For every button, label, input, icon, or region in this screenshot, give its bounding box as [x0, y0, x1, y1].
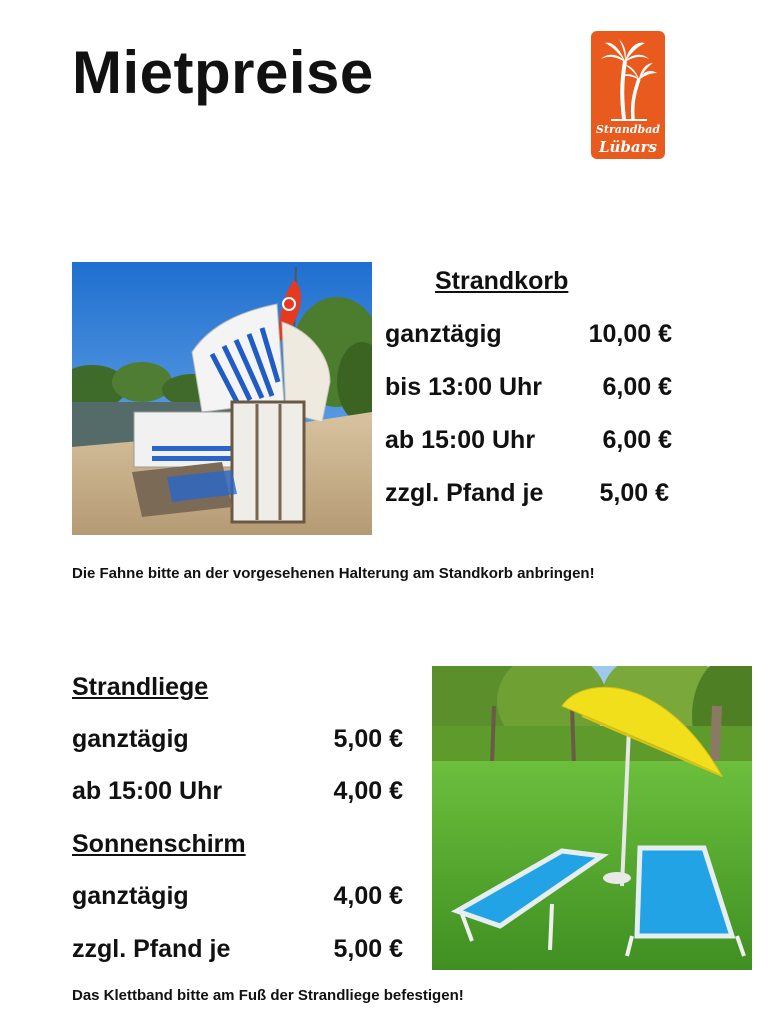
sonnenschirm-price-ganztaegig: 4,00 €	[333, 882, 403, 910]
sonnenschirm-price-pfand: 5,00 €	[333, 935, 403, 963]
strandliege-price-ab-15: 4,00 €	[333, 777, 403, 805]
page-title: Mietpreise	[72, 39, 374, 106]
strandliege-price-ganztaegig: 5,00 €	[333, 725, 403, 753]
strandkorb-price-ab-15: 6,00 €	[602, 426, 672, 454]
sonnenschirm-label-pfand: zzgl. Pfand je	[72, 935, 231, 963]
strandkorb-note: Die Fahne bitte an der vorgesehenen Halterung am Standkorb anbringen!	[72, 565, 595, 582]
logo-text-strandbad: Strandbad	[595, 123, 661, 136]
strandkorb-photo	[72, 262, 372, 535]
strandbad-luebars-logo	[591, 31, 665, 159]
strandkorb-price-pfand: 5,00 €	[599, 479, 669, 507]
sonnenschirm-label-ganztaegig: ganztägig	[72, 882, 189, 910]
sonnenschirm-note: Das Klettband bitte am Fuß der Strandliege befestigen!	[72, 987, 464, 1004]
strandkorb-label-ganztaegig: ganztägig	[385, 320, 502, 348]
strandkorb-label-ab-15: ab 15:00 Uhr	[385, 426, 536, 454]
strandliege-label-ab-15: ab 15:00 Uhr	[72, 777, 223, 805]
strandliege-sonnenschirm-photo	[432, 666, 752, 970]
strandkorb-label-pfand: zzgl. Pfand je	[385, 479, 544, 507]
sonnenschirm-heading: Sonnenschirm	[72, 830, 246, 858]
strandliege-label-ganztaegig: ganztägig	[72, 725, 189, 753]
logo-text-luebars: Lübars	[598, 138, 657, 156]
strandkorb-label-bis-13: bis 13:00 Uhr	[385, 373, 543, 401]
strandliege-heading: Strandliege	[72, 673, 209, 701]
strandkorb-price-ganztaegig: 10,00 €	[588, 320, 672, 348]
strandkorb-heading: Strandkorb	[435, 267, 569, 295]
strandkorb-price-bis-13: 6,00 €	[602, 373, 672, 401]
